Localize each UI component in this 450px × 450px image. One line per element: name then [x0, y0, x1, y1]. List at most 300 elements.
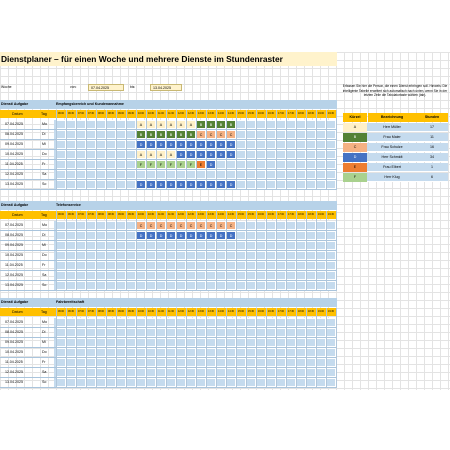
schedule-slot[interactable]: [196, 271, 206, 280]
schedule-slot[interactable]: [326, 221, 336, 230]
schedule-slot[interactable]: [166, 328, 176, 337]
schedule-slot[interactable]: A: [186, 120, 196, 129]
schedule-slot[interactable]: [86, 338, 96, 347]
schedule-slot[interactable]: B: [146, 130, 156, 139]
schedule-slot[interactable]: [166, 358, 176, 367]
schedule-slot[interactable]: [296, 338, 306, 347]
schedule-slot[interactable]: B: [206, 120, 216, 129]
schedule-slot[interactable]: [306, 281, 316, 290]
schedule-slot[interactable]: [326, 378, 336, 387]
schedule-slot[interactable]: [306, 130, 316, 139]
schedule-slot[interactable]: [86, 318, 96, 327]
schedule-slot[interactable]: [216, 318, 226, 327]
schedule-slot[interactable]: [316, 251, 326, 260]
schedule-slot[interactable]: F: [136, 160, 146, 169]
schedule-slot[interactable]: [246, 130, 256, 139]
schedule-slot[interactable]: [96, 271, 106, 280]
schedule-slot[interactable]: [246, 261, 256, 270]
schedule-slot[interactable]: B: [136, 130, 146, 139]
schedule-slot[interactable]: D: [186, 150, 196, 159]
schedule-slot[interactable]: [176, 338, 186, 347]
schedule-slot[interactable]: B: [226, 120, 236, 129]
schedule-slot[interactable]: [296, 251, 306, 260]
schedule-slot[interactable]: [226, 378, 236, 387]
schedule-slot[interactable]: [246, 338, 256, 347]
schedule-slot[interactable]: D: [206, 231, 216, 240]
schedule-slot[interactable]: [116, 358, 126, 367]
schedule-slot[interactable]: [56, 170, 66, 179]
schedule-slot[interactable]: [246, 358, 256, 367]
schedule-slot[interactable]: [296, 170, 306, 179]
schedule-slot[interactable]: [306, 368, 316, 377]
schedule-slot[interactable]: [316, 140, 326, 149]
schedule-slot[interactable]: [56, 140, 66, 149]
schedule-slot[interactable]: D: [216, 231, 226, 240]
schedule-slot[interactable]: [76, 241, 86, 250]
schedule-slot[interactable]: [326, 338, 336, 347]
schedule-slot[interactable]: [156, 328, 166, 337]
schedule-slot[interactable]: [66, 378, 76, 387]
schedule-slot[interactable]: [126, 251, 136, 260]
schedule-slot[interactable]: [266, 281, 276, 290]
schedule-slot[interactable]: [266, 348, 276, 357]
schedule-slot[interactable]: [136, 378, 146, 387]
schedule-slot[interactable]: [266, 368, 276, 377]
schedule-slot[interactable]: [256, 120, 266, 129]
schedule-slot[interactable]: [126, 378, 136, 387]
schedule-slot[interactable]: C: [196, 221, 206, 230]
schedule-slot[interactable]: [126, 140, 136, 149]
schedule-slot[interactable]: D: [186, 231, 196, 240]
schedule-slot[interactable]: [176, 170, 186, 179]
schedule-slot[interactable]: [326, 328, 336, 337]
schedule-slot[interactable]: [76, 318, 86, 327]
schedule-slot[interactable]: [276, 318, 286, 327]
schedule-slot[interactable]: [246, 328, 256, 337]
schedule-slot[interactable]: [66, 241, 76, 250]
schedule-slot[interactable]: [86, 378, 96, 387]
schedule-slot[interactable]: B: [166, 130, 176, 139]
schedule-slot[interactable]: [216, 251, 226, 260]
schedule-slot[interactable]: [286, 271, 296, 280]
schedule-slot[interactable]: [286, 160, 296, 169]
schedule-slot[interactable]: [246, 348, 256, 357]
schedule-slot[interactable]: [86, 328, 96, 337]
schedule-slot[interactable]: [266, 271, 276, 280]
schedule-slot[interactable]: [196, 328, 206, 337]
schedule-slot[interactable]: D: [166, 231, 176, 240]
schedule-slot[interactable]: [326, 120, 336, 129]
schedule-slot[interactable]: [236, 338, 246, 347]
schedule-slot[interactable]: [216, 368, 226, 377]
schedule-slot[interactable]: D: [146, 180, 156, 189]
schedule-slot[interactable]: D: [146, 140, 156, 149]
schedule-slot[interactable]: [256, 348, 266, 357]
schedule-slot[interactable]: [166, 318, 176, 327]
schedule-slot[interactable]: [296, 241, 306, 250]
schedule-slot[interactable]: [116, 221, 126, 230]
schedule-slot[interactable]: [246, 378, 256, 387]
schedule-slot[interactable]: [146, 378, 156, 387]
schedule-slot[interactable]: [266, 160, 276, 169]
schedule-slot[interactable]: [286, 318, 296, 327]
schedule-slot[interactable]: [226, 338, 236, 347]
schedule-slot[interactable]: [326, 271, 336, 280]
schedule-slot[interactable]: [66, 251, 76, 260]
schedule-slot[interactable]: [76, 358, 86, 367]
schedule-slot[interactable]: [206, 328, 216, 337]
schedule-slot[interactable]: [76, 368, 86, 377]
schedule-slot[interactable]: [176, 328, 186, 337]
schedule-slot[interactable]: [246, 120, 256, 129]
schedule-slot[interactable]: [306, 150, 316, 159]
schedule-slot[interactable]: [116, 251, 126, 260]
schedule-slot[interactable]: [196, 261, 206, 270]
schedule-slot[interactable]: [116, 271, 126, 280]
schedule-slot[interactable]: E: [196, 160, 206, 169]
schedule-slot[interactable]: [286, 358, 296, 367]
schedule-slot[interactable]: [246, 281, 256, 290]
schedule-slot[interactable]: [236, 180, 246, 189]
schedule-slot[interactable]: [126, 160, 136, 169]
schedule-slot[interactable]: [296, 180, 306, 189]
schedule-slot[interactable]: [286, 170, 296, 179]
schedule-slot[interactable]: A: [136, 150, 146, 159]
schedule-slot[interactable]: [66, 150, 76, 159]
schedule-slot[interactable]: [316, 338, 326, 347]
schedule-slot[interactable]: B: [156, 130, 166, 139]
schedule-slot[interactable]: [86, 140, 96, 149]
schedule-slot[interactable]: [276, 180, 286, 189]
schedule-slot[interactable]: [306, 170, 316, 179]
schedule-slot[interactable]: [96, 221, 106, 230]
schedule-slot[interactable]: [216, 170, 226, 179]
schedule-slot[interactable]: [56, 368, 66, 377]
schedule-slot[interactable]: [56, 328, 66, 337]
schedule-slot[interactable]: [286, 221, 296, 230]
schedule-slot[interactable]: [136, 271, 146, 280]
schedule-slot[interactable]: [76, 150, 86, 159]
schedule-slot[interactable]: [126, 120, 136, 129]
schedule-slot[interactable]: [266, 180, 276, 189]
schedule-slot[interactable]: [126, 368, 136, 377]
schedule-slot[interactable]: [106, 180, 116, 189]
schedule-slot[interactable]: [276, 368, 286, 377]
schedule-slot[interactable]: [86, 358, 96, 367]
schedule-slot[interactable]: [236, 368, 246, 377]
schedule-slot[interactable]: [286, 130, 296, 139]
schedule-slot[interactable]: [186, 271, 196, 280]
schedule-slot[interactable]: [326, 281, 336, 290]
schedule-slot[interactable]: [246, 251, 256, 260]
schedule-slot[interactable]: [296, 318, 306, 327]
schedule-slot[interactable]: [276, 251, 286, 260]
schedule-slot[interactable]: [286, 378, 296, 387]
schedule-slot[interactable]: [316, 170, 326, 179]
schedule-slot[interactable]: [296, 261, 306, 270]
schedule-slot[interactable]: [56, 241, 66, 250]
schedule-slot[interactable]: [276, 271, 286, 280]
schedule-slot[interactable]: [256, 160, 266, 169]
schedule-slot[interactable]: [196, 358, 206, 367]
schedule-slot[interactable]: B: [186, 130, 196, 139]
schedule-slot[interactable]: [246, 318, 256, 327]
schedule-slot[interactable]: [196, 378, 206, 387]
schedule-slot[interactable]: A: [146, 120, 156, 129]
schedule-slot[interactable]: [206, 281, 216, 290]
schedule-slot[interactable]: [146, 271, 156, 280]
schedule-slot[interactable]: [106, 281, 116, 290]
schedule-slot[interactable]: [156, 271, 166, 280]
schedule-slot[interactable]: [86, 130, 96, 139]
schedule-slot[interactable]: [126, 348, 136, 357]
schedule-slot[interactable]: [96, 328, 106, 337]
schedule-slot[interactable]: [106, 251, 116, 260]
schedule-slot[interactable]: [236, 241, 246, 250]
schedule-slot[interactable]: [256, 271, 266, 280]
schedule-slot[interactable]: [126, 318, 136, 327]
schedule-slot[interactable]: A: [166, 150, 176, 159]
schedule-slot[interactable]: [56, 120, 66, 129]
schedule-slot[interactable]: [86, 271, 96, 280]
schedule-slot[interactable]: [76, 251, 86, 260]
schedule-slot[interactable]: [96, 150, 106, 159]
schedule-slot[interactable]: [116, 318, 126, 327]
schedule-slot[interactable]: [326, 231, 336, 240]
schedule-slot[interactable]: [76, 120, 86, 129]
schedule-slot[interactable]: [226, 170, 236, 179]
schedule-slot[interactable]: [296, 160, 306, 169]
schedule-slot[interactable]: [106, 261, 116, 270]
schedule-slot[interactable]: [146, 170, 156, 179]
schedule-slot[interactable]: D: [226, 231, 236, 240]
schedule-slot[interactable]: [276, 378, 286, 387]
schedule-slot[interactable]: [76, 281, 86, 290]
schedule-slot[interactable]: [106, 328, 116, 337]
schedule-slot[interactable]: [226, 328, 236, 337]
schedule-slot[interactable]: [76, 328, 86, 337]
schedule-slot[interactable]: [146, 281, 156, 290]
schedule-slot[interactable]: [266, 241, 276, 250]
schedule-slot[interactable]: [296, 231, 306, 240]
schedule-slot[interactable]: C: [196, 130, 206, 139]
schedule-slot[interactable]: [286, 328, 296, 337]
schedule-slot[interactable]: [266, 378, 276, 387]
schedule-slot[interactable]: [316, 160, 326, 169]
schedule-slot[interactable]: [96, 251, 106, 260]
schedule-slot[interactable]: [116, 338, 126, 347]
schedule-slot[interactable]: D: [206, 180, 216, 189]
schedule-slot[interactable]: [226, 348, 236, 357]
schedule-slot[interactable]: [56, 251, 66, 260]
schedule-slot[interactable]: D: [226, 140, 236, 149]
schedule-slot[interactable]: [96, 170, 106, 179]
schedule-slot[interactable]: [56, 150, 66, 159]
schedule-slot[interactable]: [166, 170, 176, 179]
schedule-slot[interactable]: [66, 221, 76, 230]
schedule-slot[interactable]: [206, 318, 216, 327]
schedule-slot[interactable]: [156, 318, 166, 327]
schedule-slot[interactable]: D: [136, 180, 146, 189]
schedule-slot[interactable]: [166, 261, 176, 270]
schedule-slot[interactable]: [306, 140, 316, 149]
schedule-slot[interactable]: [296, 358, 306, 367]
schedule-slot[interactable]: [236, 318, 246, 327]
schedule-slot[interactable]: [56, 231, 66, 240]
schedule-slot[interactable]: [116, 120, 126, 129]
schedule-slot[interactable]: D: [176, 231, 186, 240]
schedule-slot[interactable]: [326, 348, 336, 357]
schedule-slot[interactable]: [166, 338, 176, 347]
schedule-slot[interactable]: [86, 150, 96, 159]
schedule-slot[interactable]: [186, 318, 196, 327]
schedule-slot[interactable]: [316, 231, 326, 240]
schedule-slot[interactable]: D: [176, 150, 186, 159]
schedule-slot[interactable]: [116, 150, 126, 159]
schedule-slot[interactable]: D: [156, 231, 166, 240]
schedule-slot[interactable]: [76, 261, 86, 270]
schedule-slot[interactable]: D: [196, 140, 206, 149]
schedule-slot[interactable]: [136, 261, 146, 270]
schedule-slot[interactable]: [166, 378, 176, 387]
schedule-slot[interactable]: [266, 221, 276, 230]
schedule-slot[interactable]: [136, 241, 146, 250]
schedule-slot[interactable]: [76, 378, 86, 387]
schedule-slot[interactable]: [86, 241, 96, 250]
schedule-slot[interactable]: [236, 221, 246, 230]
schedule-slot[interactable]: [256, 150, 266, 159]
schedule-slot[interactable]: C: [136, 221, 146, 230]
schedule-slot[interactable]: [276, 130, 286, 139]
schedule-slot[interactable]: [196, 318, 206, 327]
schedule-slot[interactable]: [286, 261, 296, 270]
schedule-slot[interactable]: [226, 271, 236, 280]
schedule-slot[interactable]: [216, 358, 226, 367]
schedule-slot[interactable]: [246, 368, 256, 377]
schedule-slot[interactable]: [126, 231, 136, 240]
schedule-slot[interactable]: [286, 150, 296, 159]
schedule-slot[interactable]: [266, 120, 276, 129]
schedule-slot[interactable]: [86, 281, 96, 290]
schedule-slot[interactable]: [166, 281, 176, 290]
schedule-slot[interactable]: [276, 120, 286, 129]
schedule-slot[interactable]: D: [156, 140, 166, 149]
schedule-slot[interactable]: [56, 160, 66, 169]
schedule-slot[interactable]: [316, 328, 326, 337]
schedule-slot[interactable]: [156, 170, 166, 179]
schedule-slot[interactable]: [296, 221, 306, 230]
schedule-slot[interactable]: [106, 150, 116, 159]
schedule-slot[interactable]: [136, 358, 146, 367]
schedule-slot[interactable]: [236, 130, 246, 139]
schedule-slot[interactable]: [236, 251, 246, 260]
schedule-slot[interactable]: C: [216, 130, 226, 139]
schedule-slot[interactable]: [106, 160, 116, 169]
schedule-slot[interactable]: [266, 251, 276, 260]
schedule-slot[interactable]: [256, 241, 266, 250]
schedule-slot[interactable]: [166, 251, 176, 260]
schedule-slot[interactable]: [146, 241, 156, 250]
schedule-slot[interactable]: A: [156, 150, 166, 159]
schedule-slot[interactable]: D: [136, 231, 146, 240]
schedule-slot[interactable]: [116, 140, 126, 149]
schedule-slot[interactable]: [246, 160, 256, 169]
schedule-slot[interactable]: [236, 281, 246, 290]
schedule-slot[interactable]: D: [166, 140, 176, 149]
schedule-slot[interactable]: [276, 328, 286, 337]
schedule-slot[interactable]: [286, 348, 296, 357]
schedule-slot[interactable]: [176, 318, 186, 327]
schedule-slot[interactable]: [146, 358, 156, 367]
schedule-slot[interactable]: [106, 120, 116, 129]
schedule-slot[interactable]: [226, 281, 236, 290]
schedule-slot[interactable]: D: [206, 150, 216, 159]
schedule-slot[interactable]: [156, 368, 166, 377]
schedule-slot[interactable]: [146, 348, 156, 357]
schedule-slot[interactable]: [216, 378, 226, 387]
schedule-slot[interactable]: [246, 140, 256, 149]
schedule-slot[interactable]: [256, 281, 266, 290]
schedule-slot[interactable]: [206, 241, 216, 250]
schedule-slot[interactable]: [226, 368, 236, 377]
schedule-slot[interactable]: [256, 328, 266, 337]
schedule-slot[interactable]: [96, 261, 106, 270]
schedule-slot[interactable]: [176, 271, 186, 280]
schedule-slot[interactable]: C: [146, 221, 156, 230]
schedule-slot[interactable]: F: [156, 160, 166, 169]
schedule-slot[interactable]: [316, 368, 326, 377]
schedule-slot[interactable]: [126, 130, 136, 139]
schedule-slot[interactable]: [256, 180, 266, 189]
schedule-slot[interactable]: [96, 160, 106, 169]
schedule-slot[interactable]: [266, 170, 276, 179]
schedule-slot[interactable]: [56, 221, 66, 230]
schedule-slot[interactable]: [56, 318, 66, 327]
schedule-slot[interactable]: [256, 261, 266, 270]
schedule-slot[interactable]: [76, 338, 86, 347]
schedule-slot[interactable]: [106, 378, 116, 387]
schedule-slot[interactable]: [136, 251, 146, 260]
schedule-slot[interactable]: [76, 180, 86, 189]
schedule-slot[interactable]: [216, 281, 226, 290]
schedule-slot[interactable]: [96, 241, 106, 250]
schedule-slot[interactable]: [266, 261, 276, 270]
schedule-slot[interactable]: [66, 140, 76, 149]
schedule-slot[interactable]: [196, 251, 206, 260]
schedule-slot[interactable]: [176, 358, 186, 367]
schedule-slot[interactable]: [256, 358, 266, 367]
schedule-slot[interactable]: [66, 318, 76, 327]
schedule-slot[interactable]: [306, 251, 316, 260]
schedule-slot[interactable]: [56, 348, 66, 357]
schedule-slot[interactable]: [326, 140, 336, 149]
schedule-slot[interactable]: C: [206, 221, 216, 230]
schedule-slot[interactable]: [236, 358, 246, 367]
schedule-slot[interactable]: [256, 378, 266, 387]
schedule-slot[interactable]: [296, 348, 306, 357]
schedule-slot[interactable]: [326, 241, 336, 250]
schedule-slot[interactable]: D: [156, 180, 166, 189]
schedule-slot[interactable]: [86, 261, 96, 270]
schedule-slot[interactable]: [306, 120, 316, 129]
schedule-slot[interactable]: [156, 348, 166, 357]
schedule-slot[interactable]: [316, 221, 326, 230]
schedule-slot[interactable]: [116, 368, 126, 377]
schedule-slot[interactable]: [136, 338, 146, 347]
schedule-slot[interactable]: [266, 150, 276, 159]
schedule-slot[interactable]: [156, 358, 166, 367]
schedule-slot[interactable]: [96, 358, 106, 367]
